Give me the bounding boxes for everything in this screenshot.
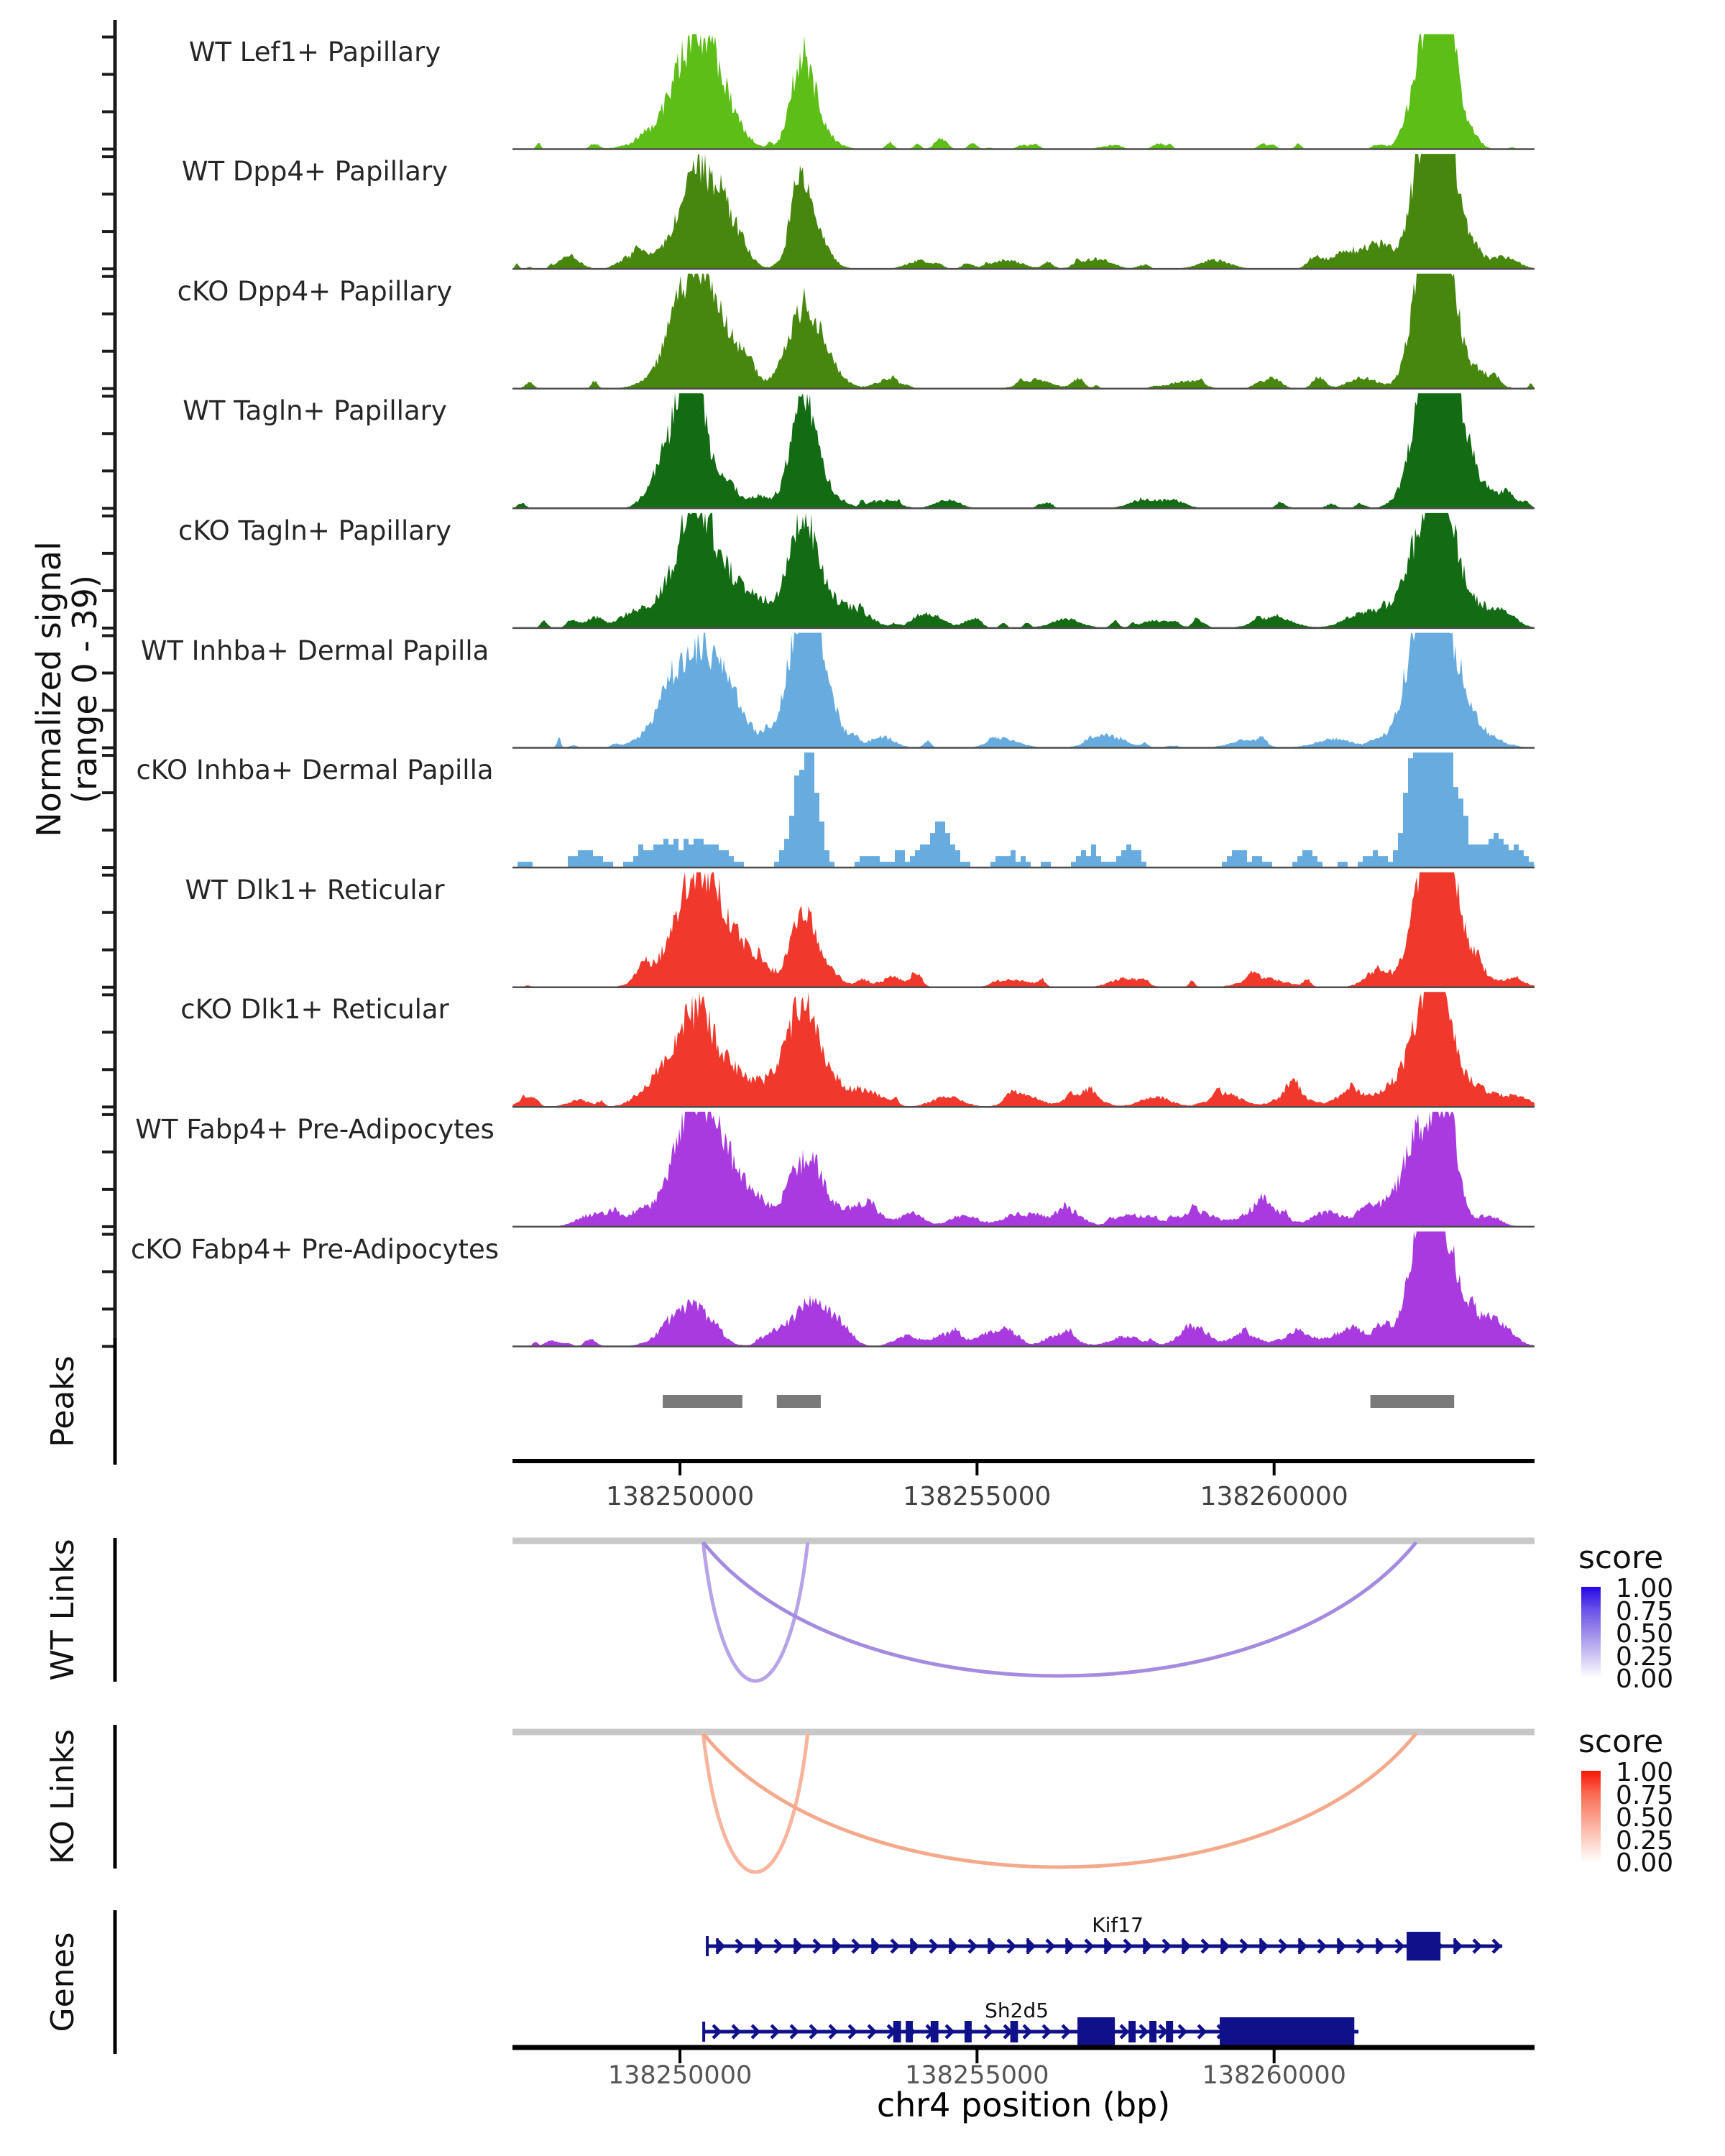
peaks-axis-tick-label-1: 138255000 (903, 1482, 1052, 1511)
peaks-axis-tick-label-0: 138250000 (605, 1482, 755, 1511)
signal-track-label-9: WT Fabp4+ Pre-Adipocytes (135, 1113, 494, 1145)
genes-track-label: Genes (45, 1932, 81, 2032)
signal-area-3 (512, 393, 1535, 508)
signal-track-label-10: cKO Fabp4+ Pre-Adipocytes (130, 1233, 499, 1265)
peak-interval-2 (1371, 1395, 1455, 1408)
x-axis-title: chr4 position (bp) (876, 2086, 1171, 2124)
signal-track-10 (512, 1232, 1535, 1347)
wt-legend-value-0: 1.00 (1616, 1574, 1674, 1603)
gene-exon (906, 2021, 913, 2042)
signal-area-0 (512, 34, 1535, 149)
wt-links-track (512, 1541, 1535, 1681)
genome-axis-tick-label-1: 138255000 (905, 2061, 1049, 2090)
signal-track-label-8: cKO Dlk1+ Reticular (180, 994, 449, 1026)
signal-area-6 (512, 752, 1535, 867)
ko-links-track-label: KO Links (45, 1728, 81, 1865)
gene-label-Kif17: Kif17 (1092, 1913, 1144, 1937)
y-axis-label-line1: Normalized signal (29, 541, 68, 837)
signal-track-label-1: WT Dpp4+ Papillary (181, 156, 448, 188)
signal-track-label-0: WT Lef1+ Papillary (188, 36, 441, 68)
wt-legend-value-1: 0.75 (1616, 1596, 1674, 1626)
ko-legend-title: score (1578, 1723, 1664, 1760)
signal-track-label-7: WT Dlk1+ Reticular (185, 874, 445, 906)
signal-area-7 (512, 872, 1535, 987)
signal-track-1 (512, 154, 1535, 269)
gene-exon (893, 2021, 901, 2042)
ko-legend-value-4: 0.00 (1616, 1848, 1674, 1879)
gene-exon (1407, 1932, 1440, 1961)
wt-links-score-legend (1578, 1539, 1725, 1697)
link-arc-0 (703, 1733, 807, 1872)
signal-track-label-6: cKO Inhba+ Dermal Papilla (136, 755, 494, 786)
gene-exon (931, 2021, 939, 2042)
gene-label-Sh2d5: Sh2d5 (985, 1999, 1049, 2022)
peaks-track-label: Peaks (45, 1355, 81, 1447)
peaks-x-axis (512, 1461, 1535, 1475)
signal-track-9 (512, 1112, 1535, 1227)
signal-track-6 (512, 752, 1535, 867)
ko-legend-value-3: 0.25 (1616, 1825, 1674, 1856)
signal-track-label-5: WT Inhba+ Dermal Papilla (140, 635, 489, 666)
peaks-track (663, 1395, 1454, 1408)
peak-interval-1 (777, 1395, 821, 1408)
ko-links-track (512, 1732, 1535, 1872)
signal-track-8 (512, 992, 1535, 1107)
signal-track-2 (512, 274, 1535, 389)
ko-legend-value-1: 0.75 (1616, 1780, 1674, 1810)
signal-area-10 (512, 1232, 1535, 1347)
link-arc-0 (703, 1542, 807, 1681)
wt-legend-title: score (1578, 1539, 1664, 1576)
gene-exon (1166, 2021, 1173, 2042)
signal-track-0 (512, 34, 1535, 149)
ko-links-score-legend (1578, 1723, 1725, 1881)
peaks-axis-tick-label-2: 138260000 (1200, 1482, 1348, 1511)
ko-legend-value-0: 1.00 (1616, 1758, 1674, 1787)
wt-links-track-label: WT Links (45, 1539, 81, 1681)
link-arc-1 (703, 1542, 1416, 1676)
signal-area-4 (512, 513, 1535, 628)
signal-area-8 (512, 992, 1535, 1107)
gene-exon (965, 2021, 972, 2042)
signal-track-label-2: cKO Dpp4+ Papillary (177, 275, 453, 307)
gene-exon (1220, 2017, 1354, 2046)
signal-track-label-3: WT Tagln+ Papillary (183, 395, 447, 427)
gene-exon (1149, 2021, 1156, 2042)
signal-area-9 (512, 1112, 1535, 1227)
signal-track-4 (512, 513, 1535, 628)
link-arc-1 (703, 1733, 1416, 1867)
signal-track-5 (512, 633, 1535, 748)
ko-legend-value-2: 0.50 (1616, 1803, 1674, 1833)
ko-legend-gradient-bar (1581, 1771, 1601, 1862)
signal-area-2 (512, 274, 1535, 389)
wt-legend-value-2: 0.50 (1616, 1619, 1674, 1649)
gene-exon (1011, 2021, 1018, 2042)
genome-axis-tick-label-0: 138250000 (607, 2061, 753, 2090)
signal-track-label-4: cKO Tagln+ Papillary (178, 515, 452, 546)
signal-area-5 (512, 633, 1535, 748)
peak-interval-0 (663, 1395, 742, 1408)
genome-axis-tick-label-2: 138260000 (1202, 2061, 1346, 2090)
wt-legend-value-4: 0.00 (1616, 1664, 1674, 1695)
wt-legend-gradient-bar (1581, 1587, 1601, 1678)
signal-track-7 (512, 872, 1535, 987)
y-axis-label-line2: (range 0 - 39) (65, 575, 104, 803)
signal-area-1 (512, 154, 1535, 269)
wt-legend-value-3: 0.25 (1616, 1641, 1674, 1672)
gene-exon (1128, 2021, 1136, 2042)
signal-track-3 (512, 393, 1535, 508)
